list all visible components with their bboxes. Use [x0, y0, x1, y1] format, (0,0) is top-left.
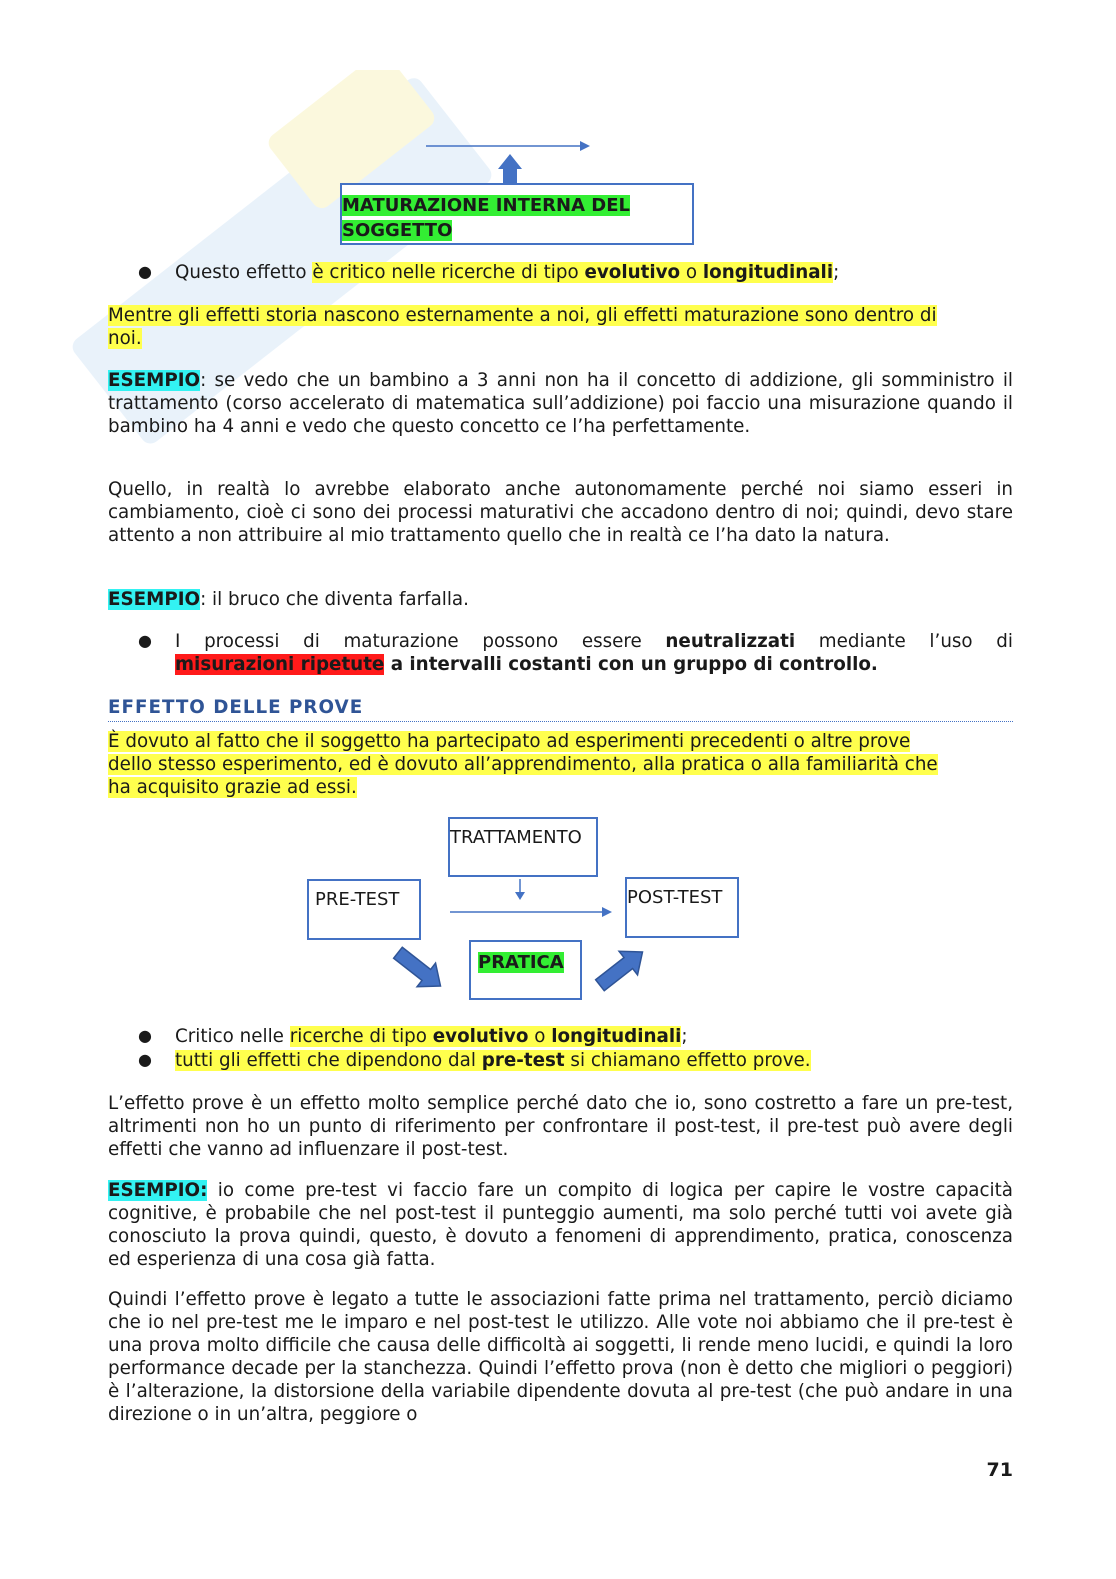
bullet-dot: ●	[138, 1026, 152, 1045]
esempio-label: ESEMPIO	[108, 370, 201, 391]
bullet-tutti-gli-effetti: tutti gli effetti che dipendono dal pre-test si chiamano effetto prove.	[175, 1050, 811, 1071]
posttest-label: POST-TEST	[627, 887, 723, 908]
esempio-label: ESEMPIO	[108, 589, 201, 610]
trattamento-label: TRATTAMENTO	[450, 827, 582, 848]
esempio-label: ESEMPIO:	[108, 1180, 208, 1201]
paragraph-autonomamente: Quello, in realtà lo avrebbe elaborato anche autonomamente perché noi siamo esseri in cambiamento, cioè ci sono dei processi maturativi che accadono dentro di noi; quindi, devo stare attento a non attribuire al mio trattamento quello che in realtà ce l’ha dato la natura.	[108, 479, 1013, 546]
paragraph-esempio-bambino: ESEMPIO: se vedo che un bambino a 3 anni non ha il concetto di addizione, gli somministro il trattamento (corso accelerato di matematica sull’addizione) poi faccio una misurazione quando il bambino ha 4 anni e vedo che questo concetto ce l’ha perfettamente.	[108, 370, 1013, 437]
bullet-critico-evolutivo: Questo effetto è critico nelle ricerche di tipo evolutivo o longitudinali;	[175, 262, 840, 283]
pretest-label: PRE-TEST	[315, 889, 400, 910]
paragraph-associazioni: Quindi l’effetto prove è legato a tutte le associazioni fatte prima nel trattamento, perciò diciamo che io nel pre-test me le imparo e nel post-test le utilizzo. Alle vote noi abbiamo che il pre-test è una prova molto difficile che causa delle difficoltà ai soggetti, li rende meno lucidi, e quindi la loro performance decade per la stanchezza. Quindi l’effetto prova (non è detto che migliori o peggiori) è l’alterazione, la distorsione della variabile dipendente dovuta al pre-test (che può andare in una direzione o in un’altra, peggiore o	[108, 1289, 1013, 1425]
bullet-dot: ●	[138, 262, 152, 281]
diagram2-arrows	[390, 870, 660, 995]
section-heading-effetto-prove: EFFETTO DELLE PROVE	[108, 696, 1013, 722]
pratica-label: PRATICA	[478, 952, 564, 973]
paragraph-dovuto: È dovuto al fatto che il soggetto ha partecipato ad esperimenti precedenti o altre prove dello stesso esperimento, ed è dovuto all’apprendimento, alla pratica o alla familiarità che ha acquisito grazie ad essi.	[108, 731, 938, 798]
page-number: 71	[986, 1459, 1013, 1481]
paragraph-storia-maturazione: Mentre gli effetti storia nascono esternamente a noi, gli effetti maturazione sono dentro di noi.	[108, 305, 937, 349]
bullet-neutralizzati-line1: I processi di maturazione possono essere neutralizzati mediante l’uso di	[175, 631, 1013, 652]
paragraph-effetto-prove-semplice: L’effetto prove è un effetto molto semplice perché dato che io, sono costretto a fare un pre-test, altrimenti non ho un punto di riferimento per confrontare il post-test, il pre-test può avere degli effetti che vanno ad influenzare il post-test.	[108, 1093, 1013, 1160]
bullet-dot: ●	[138, 1050, 152, 1069]
bullet-neutralizzati-line2: misurazioni ripetute a intervalli costanti con un gruppo di controllo.	[175, 654, 878, 675]
bullet-critico-nelle: Critico nelle ricerche di tipo evolutivo o longitudinali;	[175, 1026, 688, 1047]
paragraph-esempio-bruco: ESEMPIO: il bruco che diventa farfalla.	[108, 589, 469, 610]
paragraph-esempio-logica: ESEMPIO: io come pre-test vi faccio fare un compito di logica per capire le vostre capacità cognitive, è probabile che nel post-test il punteggio aumenti, ma solo perché tutti voi avete già conosciuto la prova quindi, questo, è dovuto a fenomeni di apprendimento, pratica, conoscenza ed esperienza di una cosa già fatta.	[108, 1180, 1013, 1270]
maturazione-box-label: MATURAZIONE INTERNA DEL SOGGETTO	[342, 195, 630, 241]
diagram1-arrows	[420, 135, 600, 190]
bullet-dot: ●	[138, 631, 152, 650]
